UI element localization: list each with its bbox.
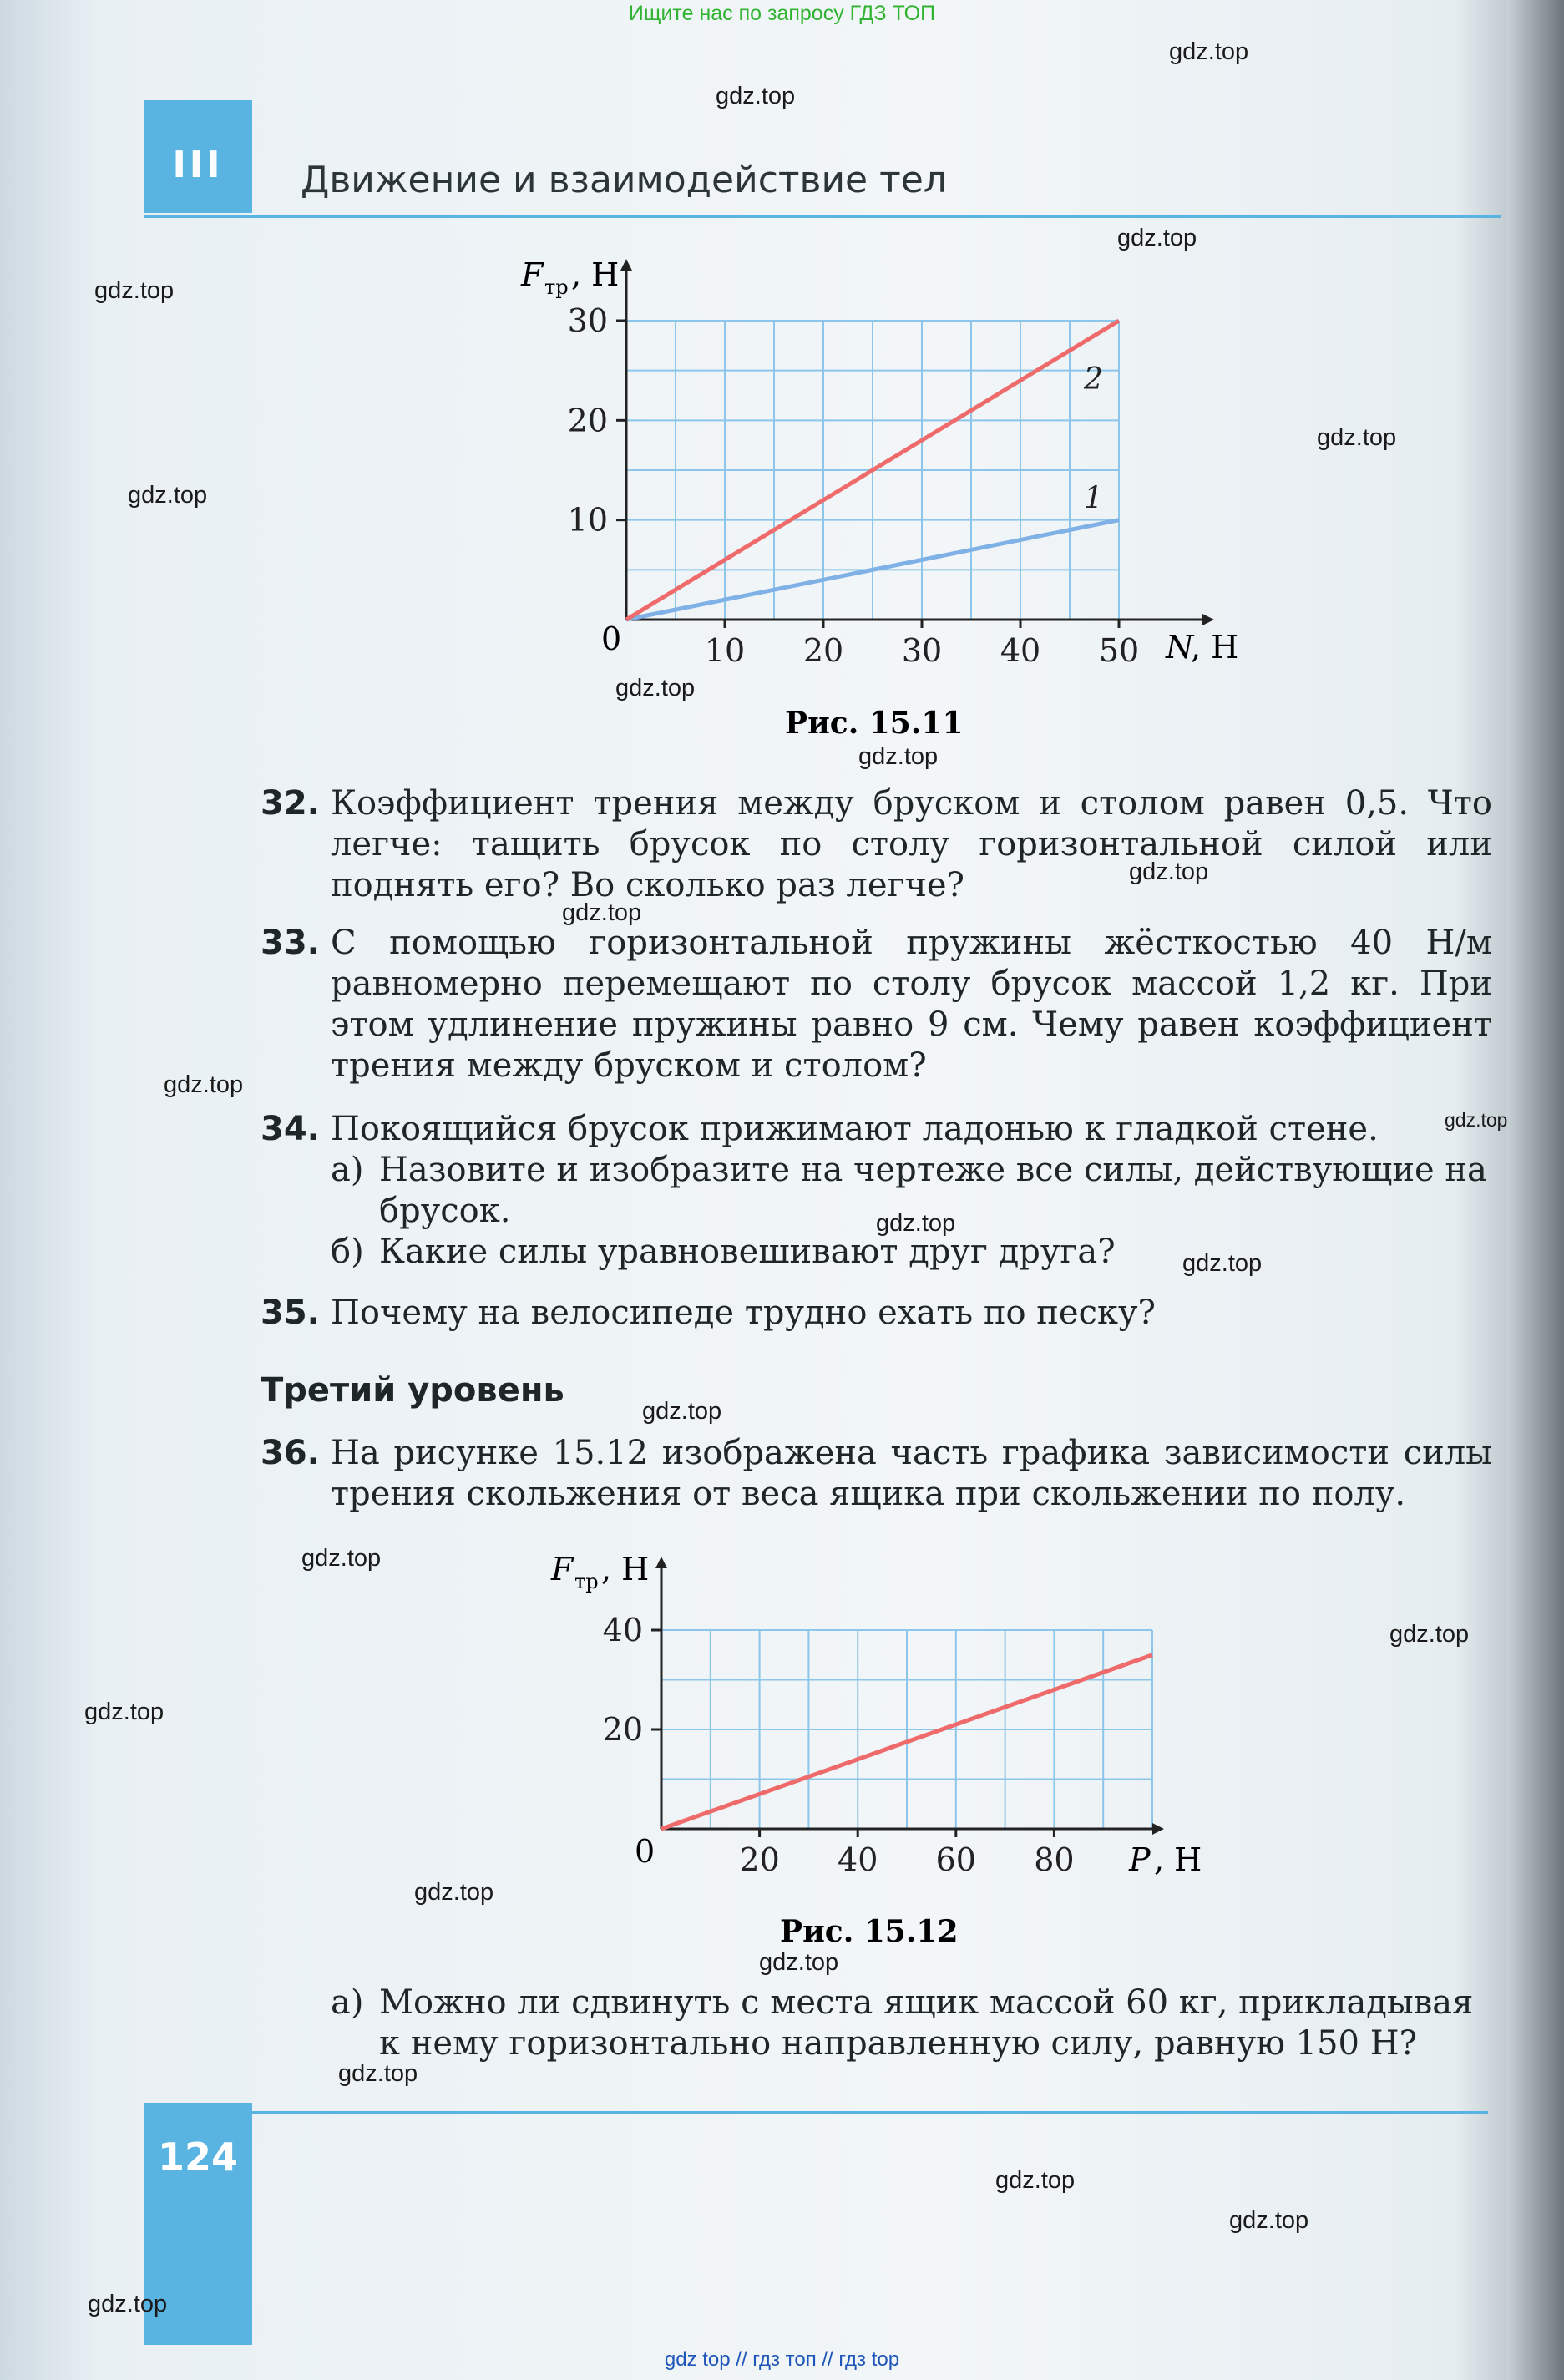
fig1-y-axis-unit: , Н <box>571 256 620 293</box>
question-36-part-a <box>331 1982 1491 2064</box>
chapter-number: III <box>172 144 224 186</box>
series-label: 1 <box>1084 481 1103 516</box>
y-tick-label: 20 <box>567 402 608 439</box>
watermark: gdz.top <box>128 482 208 509</box>
watermark: gdz.top <box>84 1699 164 1725</box>
x-tick-label: 30 <box>901 632 943 669</box>
watermark: gdz.top <box>759 1949 839 1976</box>
question-36 <box>261 1433 1492 1515</box>
x-tick-label: 40 <box>1000 632 1041 669</box>
level-heading: Третий уровень <box>261 1371 564 1410</box>
x-axis-arrow <box>1202 614 1214 625</box>
question-34 <box>261 1109 1492 1150</box>
question-32 <box>261 783 1492 906</box>
x-tick-label: 20 <box>739 1841 780 1878</box>
y-axis-arrow <box>655 1557 667 1568</box>
watermark: gdz.top <box>1229 2207 1309 2234</box>
part-text: Какие силы уравновешивают друг друга? <box>379 1233 1116 1271</box>
question-text: Коэффициент трения между бруском и столом равен 0,5. Что легче: тащить брусок по столу горизонтальной силой или поднять его? Во сколько раз легче? <box>331 784 1492 904</box>
x-tick-label: 10 <box>704 632 746 669</box>
watermark: gdz.top <box>995 2167 1076 2194</box>
watermark: gdz.top <box>858 743 939 770</box>
fig2-caption: Рис. 15.12 <box>780 1914 959 1949</box>
figure-15-11-chart <box>501 251 1253 741</box>
question-number: 34. <box>261 1110 320 1148</box>
watermark: gdz.top <box>414 1879 494 1906</box>
fig2-x-axis-unit: , Н <box>1154 1841 1202 1878</box>
fig1-y-axis-subscript: тр <box>544 276 569 299</box>
watermark: gdz.top <box>94 277 175 304</box>
watermark: gdz.top <box>716 83 796 109</box>
y-axis-arrow <box>620 259 632 271</box>
question-number: 32. <box>261 784 320 823</box>
watermark: gdz.top <box>1169 38 1249 65</box>
y-tick-label: 30 <box>567 302 608 339</box>
x-tick-label: 50 <box>1098 632 1140 669</box>
part-text: Назовите и изобразите на чертеже все силы, действующие на брусок. <box>379 1151 1487 1230</box>
watermark: gdz.top <box>876 1210 956 1237</box>
fig1-x-axis-unit: , Н <box>1191 629 1239 666</box>
question-text: Покоящийся брусок прижимают ладонью к гладкой стене. <box>331 1110 1379 1148</box>
question-number: 33. <box>261 924 320 962</box>
part-text: Можно ли сдвинуть с места ящик массой 60 кг, прикладывая к нему горизонтально направленную силу, равную 150 Н? <box>379 1983 1474 2063</box>
fig2-y-axis-label: F <box>551 1551 574 1588</box>
fig1-caption: Рис. 15.11 <box>785 706 964 741</box>
watermark: gdz.top <box>615 675 696 701</box>
top-promo-link[interactable]: Ищите нас по запросу ГДЗ ТОП <box>628 2 936 25</box>
watermark: gdz.top <box>1182 1250 1263 1277</box>
watermark: gdz.top <box>338 2060 418 2087</box>
y-tick-label: 10 <box>567 501 608 539</box>
part-label: б) <box>331 1233 364 1271</box>
watermark: gdz.top <box>562 899 642 926</box>
fig1-origin: 0 <box>601 620 622 657</box>
fig2-origin: 0 <box>635 1833 655 1870</box>
watermark: gdz.top <box>1129 858 1209 885</box>
chapter-tab <box>144 100 252 213</box>
watermark: gdz.top <box>1445 1109 1508 1131</box>
question-33 <box>261 923 1492 1086</box>
fig2-x-axis-label: P <box>1129 1841 1151 1878</box>
book-spine-shadow <box>1506 0 1564 2380</box>
question-34-part-b <box>331 1232 1491 1273</box>
question-number: 35. <box>261 1294 320 1332</box>
fig1-x-axis-label: N <box>1166 629 1194 666</box>
question-text: Почему на велосипеде трудно ехать по песку? <box>331 1294 1156 1332</box>
x-tick-label: 20 <box>802 632 844 669</box>
question-text: На рисунке 15.12 изображена часть графика зависимости силы трения скольжения от веса ящика при скольжении по полу. <box>331 1434 1492 1513</box>
watermark: gdz.top <box>1317 424 1397 451</box>
watermark: gdz.top <box>642 1398 722 1425</box>
watermark: gdz.top <box>1389 1621 1470 1648</box>
fig1-y-axis-label: F <box>521 256 544 293</box>
fig2-y-axis-unit: , Н <box>601 1551 650 1588</box>
bleed-through-text <box>1436 276 1486 326</box>
y-tick-label: 20 <box>602 1711 643 1748</box>
question-35 <box>261 1293 1492 1334</box>
figure-15-12-chart <box>518 1545 1269 1962</box>
watermark: gdz.top <box>164 1071 244 1098</box>
part-label: а) <box>331 1983 364 2022</box>
question-text: С помощью горизонтальной пружины жёсткостью 40 Н/м равномерно перемещают по столу брусок массой 1,2 кг. При этом удлинение пружины равно 9 см. Чему равен коэффициент трения между бруском и столом? <box>331 924 1492 1085</box>
x-tick-label: 60 <box>935 1841 976 1878</box>
x-tick-label: 80 <box>1034 1841 1075 1878</box>
x-axis-arrow <box>1152 1823 1164 1835</box>
chapter-title: Движение и взаимодействие тел <box>301 159 947 201</box>
x-tick-label: 40 <box>838 1841 878 1878</box>
page-number: 124 <box>157 2134 239 2180</box>
footer-rule <box>144 2111 1488 2114</box>
watermark: gdz.top <box>1117 225 1197 251</box>
fig2-y-axis-subscript: тр <box>574 1570 599 1593</box>
watermark: gdz.top <box>301 1545 382 1572</box>
bottom-links[interactable]: gdz top // гдз топ // гдз top <box>664 2348 900 2371</box>
series-label: 2 <box>1084 362 1103 397</box>
y-tick-label: 40 <box>602 1612 643 1648</box>
watermark: gdz.top <box>88 2291 168 2317</box>
question-number: 36. <box>261 1434 320 1472</box>
header-rule <box>144 215 1501 218</box>
part-label: а) <box>331 1151 364 1189</box>
